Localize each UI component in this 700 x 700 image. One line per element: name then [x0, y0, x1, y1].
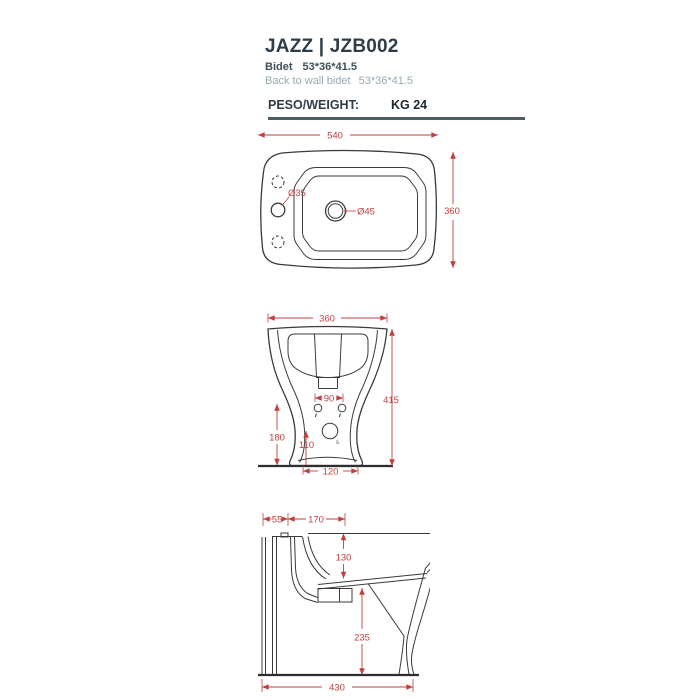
front-inner-wall-right — [350, 330, 377, 463]
waste-hole-mark: s — [336, 440, 339, 446]
dim-side-height-180 — [269, 404, 285, 466]
dim-label-170: 170 — [308, 514, 324, 526]
fixing-hole-right-mark — [339, 414, 340, 418]
tap-hole-bottom — [272, 236, 284, 248]
dim-overall-depth-360 — [444, 152, 460, 268]
spout-deck-base — [319, 378, 338, 389]
product-line-1 — [265, 61, 565, 73]
fixing-hole-right — [338, 404, 346, 412]
dim-label-360-width: 360 — [319, 313, 335, 325]
dim-label-360-depth: 360 — [444, 206, 460, 217]
bowl-back-slope-inner — [308, 537, 330, 576]
dim-label-130: 130 — [335, 552, 352, 564]
product-size: 53*36*41.5 — [302, 61, 357, 73]
dim-label-540: 540 — [327, 130, 343, 142]
dim-label-90: 90 — [323, 393, 335, 405]
tap-hole-middle — [271, 203, 285, 217]
dim-outlet-height-235 — [354, 588, 370, 675]
dim-base-width-120 — [303, 466, 358, 478]
header — [265, 36, 565, 87]
dim-drain-diameter — [344, 207, 375, 218]
fixing-hole-left — [314, 404, 322, 412]
tap-hole-top — [272, 176, 284, 188]
dim-label-o35: Ø35 — [288, 188, 306, 199]
product-size-2: 53*36*41.5 — [358, 75, 414, 87]
dim-overall-height-415 — [383, 329, 399, 466]
basin-floor-bottom — [318, 578, 426, 589]
product-title: JAZZ | JZB002 — [265, 36, 399, 57]
leg-inner-edge — [406, 568, 425, 675]
dim-label-415: 415 — [383, 395, 399, 406]
spout-deck-strip — [315, 334, 342, 378]
dim-label-55: 55 — [271, 514, 283, 526]
dim-tap-hole-spacing-90 — [315, 394, 343, 405]
dim-label-180: 180 — [269, 432, 285, 444]
top-view-drawing — [240, 122, 470, 292]
weight-label: PESO/WEIGHT: — [268, 98, 359, 112]
dim-front-width-360 — [268, 314, 387, 325]
waste-hole-circle — [322, 423, 338, 439]
weight-value: KG 24 — [390, 98, 428, 112]
product-type-label-2: Back to wall bidet — [265, 75, 351, 87]
leg-back-diagonal — [368, 584, 404, 675]
drain-inner-circle — [328, 204, 343, 219]
dim-label-120: 120 — [322, 466, 339, 478]
basin-floor-top — [318, 574, 427, 585]
dim-overall-width-540 — [258, 131, 438, 142]
dim-bowl-depth-130 — [336, 534, 352, 579]
rim-front-curl-inner — [426, 537, 431, 568]
dim-label-o45: Ø45 — [357, 206, 375, 218]
front-base-panel-line — [298, 457, 357, 460]
waste-trap-box — [318, 589, 352, 603]
dim-wall-gap-55 — [263, 513, 288, 526]
side-view-drawing — [248, 500, 430, 700]
dim-rim-depth-170 — [288, 513, 345, 526]
header-divider — [268, 117, 525, 120]
product-line-2 — [265, 75, 565, 87]
dim-label-110: 110 — [298, 440, 315, 451]
dim-label-430: 430 — [329, 682, 345, 694]
product-type-label: Bidet — [265, 61, 293, 73]
front-view-drawing — [230, 300, 410, 480]
fixing-hole-left-mark — [315, 414, 316, 418]
dim-overall-depth-430 — [262, 679, 413, 694]
bowl-opening-outline — [288, 334, 368, 378]
weight-line — [268, 98, 427, 112]
dim-label-235: 235 — [354, 632, 370, 644]
